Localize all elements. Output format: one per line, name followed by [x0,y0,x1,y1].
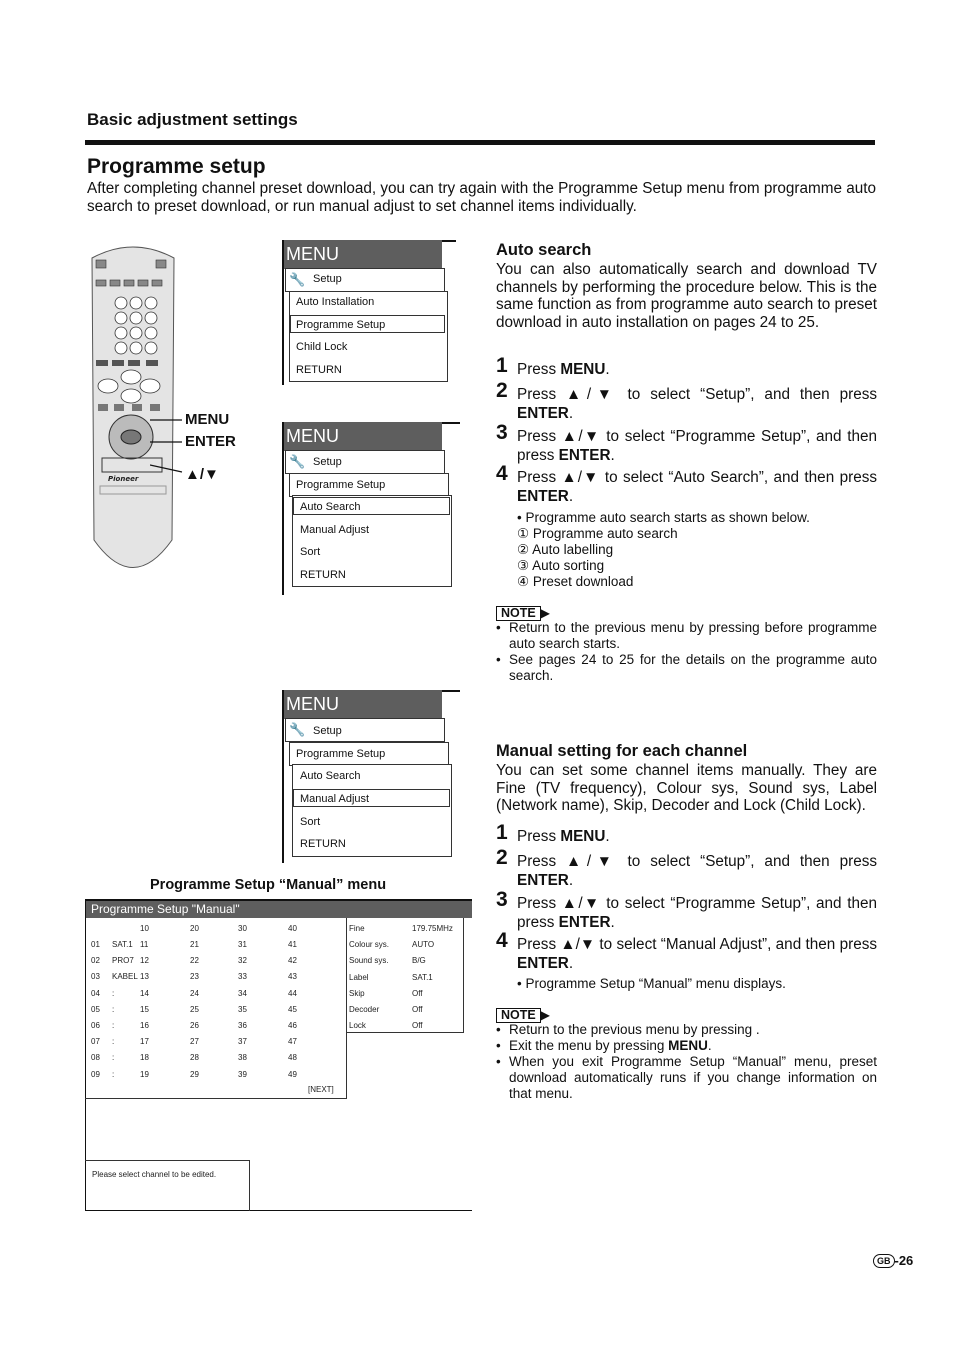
grid-col-header: 40 [288,924,297,933]
page-number: GB -26 [873,1253,913,1268]
menu3-setup: Setup [313,725,342,737]
prop-label: Label [349,972,369,982]
menu1-item: Auto Installation [296,296,375,308]
grid-cell: 11 [140,940,149,949]
grid-cell: 19 [140,1069,149,1079]
prop-label: Lock [349,1021,366,1031]
grid-cell: : [112,1037,115,1047]
menu2-item: Sort [300,546,321,558]
grid-cell: 45 [288,1004,297,1014]
step-text: Press ▲/▼ to select “Setup”, and then press ENTER. [517,853,877,889]
menu3-title: MENU [282,690,442,719]
grid-cell: 37 [238,1037,247,1047]
menu3-item: RETURN [300,838,346,850]
grid-cell: 33 [238,972,247,982]
grid-cell: 48 [288,1053,297,1063]
grid-cell: 36 [238,1021,247,1030]
prop-label: Skip [349,988,365,998]
step-number: 1 [496,821,508,844]
menu3-sub: Programme Setup [296,748,386,760]
menu1-setup: Setup [313,273,342,285]
grid-cell: 08 [91,1053,100,1063]
menu1-item-selected: Programme Setup [296,319,386,331]
grid-cell: 01 [91,940,100,949]
grid-cell: 26 [190,1021,199,1030]
grid-cell: 15 [140,1004,149,1014]
callout-enter: ENTER [185,433,236,450]
manual-menu-title: Programme Setup "Manual" [91,902,240,916]
menu2-title: MENU [282,422,442,451]
step [496,929,877,973]
page-title: Programme setup [87,155,266,178]
step-text: Press ▲/▼ to select “Setup”, and then press ENTER. [517,386,877,422]
auto-result: • Programme auto search starts as shown below. [517,510,810,525]
prop-label: Colour sys. [349,940,390,950]
grid-col-header: 20 [190,924,199,933]
grid-cell: 16 [140,1021,149,1030]
menu2-item: Manual Adjust [300,524,370,536]
manual-note [496,1022,877,1038]
grid-cell: 28 [190,1053,199,1063]
grid-cell: 22 [190,956,199,966]
setup-icon: 🔧 [289,722,306,737]
step-text: Press ▲/▼ to select “Auto Search”, and then press ENTER. [517,469,877,505]
prop-value: SAT.1 [412,972,433,982]
auto-search-intro: You can also automatically search and download TV channels by performing the procedure below. This is the same function as from programme auto search to preset download in auto installation on pages 24 to 25. [496,261,877,331]
step [496,421,877,465]
grid-cell: 23 [190,972,199,982]
menu2-sub: Programme Setup [296,479,386,491]
menu3-item-selected: Manual Adjust [300,793,370,805]
step-text: Press ▲/▼ to select “Programme Setup”, and then press ENTER. [517,895,877,931]
step [496,354,877,379]
callout-arrows: ▲/▼ [185,466,219,483]
remote-brand: Pioneer [108,475,139,483]
grid-cell: 34 [238,988,247,998]
manual-footer: Please select channel to be edited. [92,1170,217,1179]
grid-cell: KABEL [112,972,138,982]
prop-value: Off [412,1021,423,1031]
prop-value: Off [412,988,423,998]
manual-menu-screen [85,899,472,1211]
menu3-item: Auto Search [300,770,361,782]
grid-cell: : [112,1021,115,1030]
auto-note: • See pages 24 to 25 for the details on the programme auto search. [496,652,877,683]
grid-cell: 46 [288,1021,297,1030]
grid-cell: 07 [91,1037,100,1047]
grid-cell: 14 [140,988,149,998]
menu1-item: Child Lock [296,341,348,353]
step [496,846,877,890]
grid-cell: : [112,1069,115,1079]
prop-value: Off [412,1005,423,1014]
grid-cell: 25 [190,1004,199,1014]
grid-cell: 24 [190,988,199,998]
grid-col-header: 10 [140,924,149,933]
callout-lines [150,410,185,480]
grid-cell: 35 [238,1004,247,1014]
grid-cell: 49 [288,1069,297,1079]
manual-next: [NEXT] [308,1085,334,1094]
prop-value: B/G [412,956,426,966]
grid-cell: SAT.1 [112,940,133,949]
grid-col-header: 30 [238,924,247,933]
grid-cell: 43 [288,972,297,982]
manual-result: • Programme Setup “Manual” menu displays. [517,976,786,991]
menu1-item: RETURN [296,364,342,376]
prop-label: Sound sys. [349,956,389,966]
grid-cell: 27 [190,1037,199,1047]
grid-cell: PRO7 [112,956,134,966]
prop-label: Fine [349,924,365,933]
grid-cell: 09 [91,1069,100,1079]
manual-note [496,1038,877,1054]
menu3-item: Sort [300,816,321,828]
grid-cell: 42 [288,956,297,966]
grid-cell: 47 [288,1037,297,1047]
menu-screen-3 [282,690,462,865]
step-text: Press ▲/▼ to select “Manual Adjust”, and then press ENTER. [517,936,877,972]
grid-cell: : [112,988,115,998]
step [496,462,877,506]
prop-value: AUTO [412,940,435,950]
grid-cell: : [112,1053,115,1063]
grid-cell: 12 [140,956,149,966]
step-number: 3 [496,888,508,911]
header-rule [85,140,875,145]
step-number: 4 [496,462,508,485]
grid-cell: 02 [91,956,100,966]
menu-screen-2 [282,422,462,597]
auto-search-heading: Auto search [496,241,592,259]
auto-note: • Return to the previous menu by pressing before programme auto search starts. [496,620,877,651]
grid-cell: 21 [190,940,199,949]
grid-cell: 41 [288,940,297,949]
grid-cell: : [112,1004,115,1014]
step [496,888,877,932]
auto-note-badge: NOTE ▶ [496,604,550,622]
manual-intro: You can set some channel items manually. They are Fine (TV frequency), Colour sys, Sound sys, Label (Network name), Skip, Decoder and Lock (Child Lock). [496,762,877,814]
region-badge: GB [873,1254,895,1268]
grid-cell: 32 [238,956,247,966]
step-text: Press MENU. [517,361,610,378]
manual-note [496,1054,877,1102]
prop-value: 179.75MHz [412,924,453,933]
note-text: Exit the menu by pressing MENU. [509,1038,712,1053]
note-text: When you exit Programme Setup “Manual” menu, preset download automatically runs if you change information on that menu. [509,1054,877,1101]
section-header: Basic adjustment settings [87,110,298,129]
grid-cell: 13 [140,972,149,982]
step-number: 4 [496,929,508,952]
grid-cell: 03 [91,972,100,982]
grid-cell: 44 [288,988,297,998]
grid-cell: 18 [140,1053,149,1063]
menu-screen-1 [282,240,458,400]
setup-icon: 🔧 [289,272,306,287]
prop-label: Decoder [349,1005,380,1014]
menu2-item: RETURN [300,569,346,581]
manual-heading: Manual setting for each channel [496,742,748,760]
menu2-setup: Setup [313,456,342,468]
menu1-title: MENU [282,240,442,269]
step-number: 2 [496,379,508,402]
page-intro: After completing channel preset download, you can try again with the Programme Setup menu from programme auto search to preset download, or run manual adjust to set channel items individually. [87,180,877,215]
step-number: 1 [496,354,508,377]
auto-sub-steps: ① Programme auto search ② Auto labelling ③ Auto sorting ④ Preset download [517,526,678,589]
grid-cell: 06 [91,1021,100,1030]
bullet: • [496,1038,501,1053]
grid-cell: 39 [238,1069,247,1079]
grid-cell: 31 [238,940,247,949]
step-number: 2 [496,846,508,869]
grid-cell: 04 [91,988,100,998]
grid-cell: 17 [140,1037,149,1047]
manual-note-badge: NOTE ▶ [496,1006,550,1024]
callout-menu: MENU [185,411,230,428]
step-text: Press ▲/▼ to select “Programme Setup”, and then press ENTER. [517,428,877,464]
grid-cell: 05 [91,1004,100,1014]
grid-cell: 29 [190,1069,199,1079]
menu2-item-selected: Auto Search [300,501,361,513]
note-text: Return to the previous menu by pressing . [509,1022,760,1037]
step [496,821,877,846]
manual-menu-caption: Programme Setup “Manual” menu [150,877,387,893]
step-number: 3 [496,421,508,444]
bullet: • [496,1054,501,1069]
step [496,379,877,423]
grid-cell: 38 [238,1053,247,1063]
setup-icon: 🔧 [289,454,306,469]
step-text: Press MENU. [517,828,610,845]
bullet: • [496,1022,501,1037]
